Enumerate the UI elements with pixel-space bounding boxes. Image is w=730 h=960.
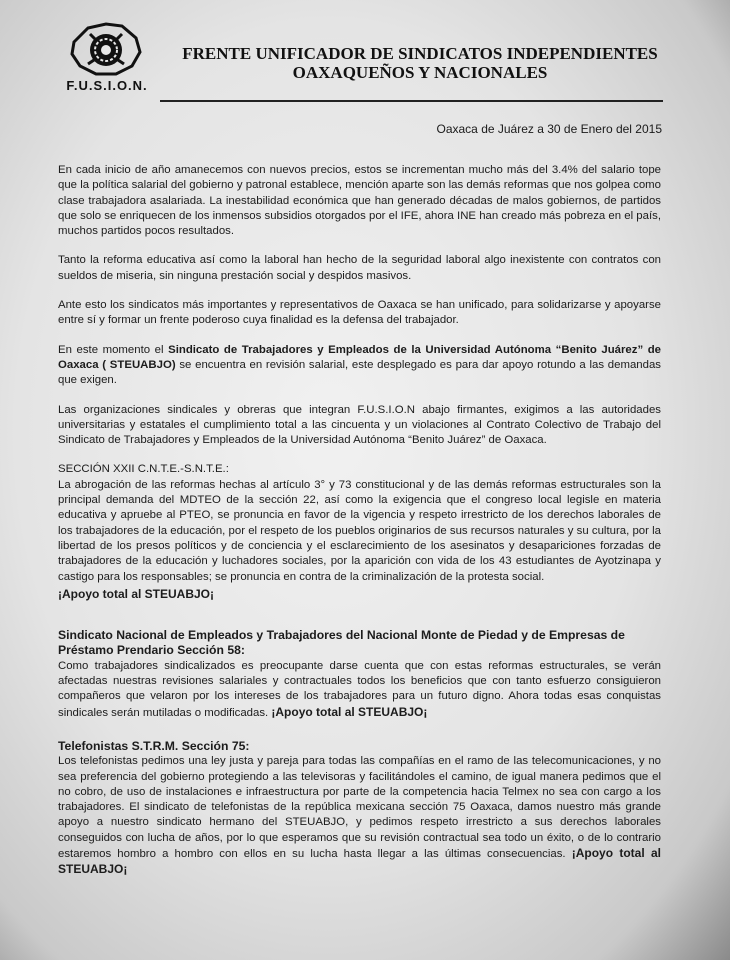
section-75-body [58,754,661,878]
paragraph-4-end: se encuentra en revisión salarial, este desplegado es para dar apoyo rotundo a las demandas que exigen. [58,358,661,387]
paragraph-4-start: En este momento el [58,343,169,356]
section-75-text: Los telefonistas pedimos una ley justa y pareja para todas las compañías en el ramo de las telecomunicaciones, y no sea preferencia del gobierno protegiendo a las televisoras y facilitándoles el camino, de igual manera pedimos que el no cobro, de uso de instalaciones e infraestructura por parte de la competencia hacia Telmex no sea con cargo a los trabajadores. El sindicato de telefonistas de la república mexicana sección 75 Oaxaca, damos nuestro más grande apoyo a nuestro sindicato hermano del STEUABJO, y pedimos respeto irrestricto a sus derechos laborales conseguidos con lucha de años, por lo que esperamos que su revisión contractual sea todo un éxito, o de lo contrario estaremos hombro a hombro con ellos en su lucha hasta llegar a las últimas consecuencias. [58,755,661,860]
organization-title [165,44,675,82]
section-58-support: ¡Apoyo total al STEUABJO¡ [271,704,428,719]
paragraph-5: Las organizaciones sindicales y obreras que integran F.U.S.I.O.N abajo firmantes, exigimos a las autoridades universitarias y estatales el cumplimiento total a las cincuenta y un violaciones al Contrato Colectivo de Trabajo del Sindicato de Trabajadores y Empleados de la Universidad Autónoma “Benito Juárez” de Oaxaca. [58,403,661,447]
section-58 [58,628,661,721]
document-body [58,163,661,889]
document-date: Oaxaca de Juárez a 30 de Enero del 2015 [436,122,662,136]
header-divider [160,100,663,102]
steuabjo-name: Sindicato de Trabajadores y Empleados de la Universidad Autónoma “Benito Juárez” de Oaxaca ( STEUABJO) [58,343,661,371]
section-75-heading: Telefonistas S.T.R.M. Sección 75: [58,738,250,753]
section-58-body [58,659,661,721]
section-58-heading: Sindicato Nacional de Empleados y Trabajadores del Nacional Monte de Piedad y de Empresas de Préstamo Prendario Sección 58: [58,628,625,658]
title-line-2: OAXAQUEÑOS Y NACIONALES [292,63,548,82]
paragraph-4 [58,343,661,389]
paragraph-3: Ante esto los sindicatos más importantes y representativos de Oaxaca se han unificado, para solidarizarse y apoyarse entre sí y formar un frente poderoso cuya finalidad es la defensa del trabajador. [58,299,661,327]
section-22-support: ¡Apoyo total al STEUABJO¡ [58,586,215,601]
section-75-support: ¡Apoyo total al STEUABJO¡ [58,845,661,877]
section-22-body: La abrogación de las reformas hechas al artículo 3° y 73 constitucional y de las demás reformas estructurales son la principal demanda del MDTEO de la sección 22, así como la exigencia que el congreso local legisle en materia educativa y apruebe al PTEO, se pronuncia en favor de la vigencia y respeto irrestricto de los derechos laborales de los trabajadores de la educación, por el respeto de los pueblos originarios de sus recursos naturales y su cultura, por la libertad de los presos políticos y de conciencia y el esclarecimiento de los asesinatos y desapariciones forzadas de trabajadores de la educación y luchadores sociales, por la aparición con vida de los 43 estudiantes de Ayotzinapa y castigo para los responsables; se pronuncia en contra de la criminalización de la protesta social. [58,478,661,583]
paragraph-1: En cada inicio de año amanecemos con nuevos precios, estos se incrementan mucho más del 3.4% del salario tope que la política salarial del gobierno y patronal establece, mención aparte son las demás reformas que nos golpea como clase trabajadora asalariada. La inestabilidad económica que han generado décadas de malos gobiernos, de partidos que solo se enriquecen de los inmensos subsidios otorgados por el IFE, ahora INE han creado más pobreza en el país, muchos partidos pocos resultados. [58,164,661,238]
fusion-logo [60,20,150,98]
title-line-1: FRENTE UNIFICADOR DE SINDICATOS INDEPENDIENTES [182,44,658,63]
section-22-heading: SECCIÓN XXII C.N.T.E.-S.N.T.E.: [58,463,229,476]
section-22 [58,462,661,602]
gear-emblem-icon [66,20,146,80]
paragraph-2: Tanto la reforma educativa así como la laboral han hecho de la seguridad laboral algo inexistente con contratos con sueldos de miseria, sin ninguna prestación social y despidos masivos. [58,254,661,282]
logo-text: F.U.S.I.O.N. [66,78,148,93]
section-58-text: Como trabajadores sindicalizados es preocupante darse cuenta que con estas reformas estructurales, se verán afectadas nuestras revisiones salariales y contractuales todos los beneficios que con tanto esfuerzo consiguieron compañeros que velaron por los intereses de los trabajadores para un futuro digno. Ahora todas esas conquistas sindicales serán mutiladas o modificadas. [58,659,661,719]
section-75 [58,739,661,879]
